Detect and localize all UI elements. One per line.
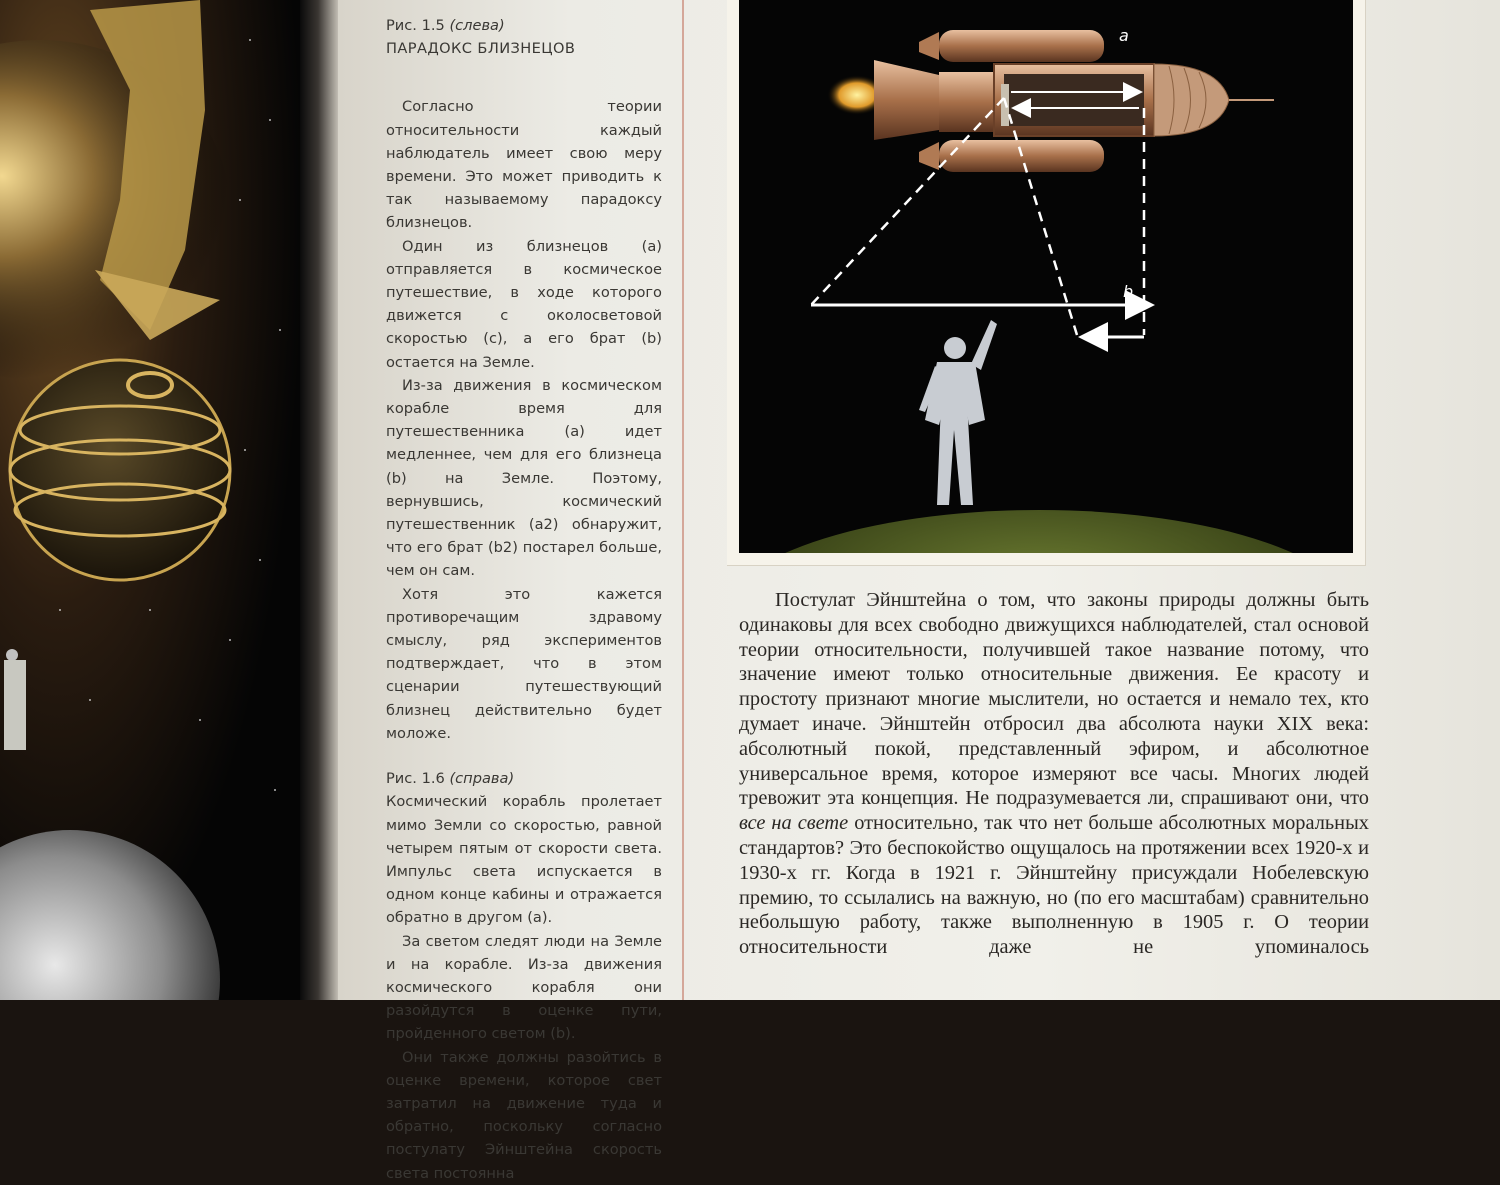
fig15-paragraph: Из-за движения в космическом корабле время для путешественника (a) идет медленнее, чем для его близнеца (b) на Земле. Поэтому, вернувшись, космический путешественник (a2) обнаружит, что его брат (b2) постарел больше, чем он сам. xyxy=(386,376,662,580)
sidebar-captions xyxy=(386,0,662,1185)
fig15-title: ПАРАДОКС БЛИЗНЕЦОВ xyxy=(386,40,576,58)
label-b: b xyxy=(1123,282,1134,301)
fig16-paragraph: За светом следят люди на Земле и на корабле. Из-за движения космического корабля они разойдутся в оценке пути, пройденного светом (b). xyxy=(386,932,662,1043)
main-text-part: Постулат Эйнштейна о том, что законы природы должны быть одинаковы для всех свободно движущихся наблюдателей, стал основой теории относительности, получившей такое название потому, что значение имеют только относительные движения. Ее красоту и простоту признают многие мыслители, но остается и немало тех, кто думает иначе. Эйнштейн отбросил два абсолюта науки XIX века: абсолютный покой, представленный эфиром, и абсолютное универсальное время, которое измеряют все часы. Многих людей тревожит эта концепция. Не подразумевается ли, спрашивают они, что xyxy=(739,589,1369,810)
space-illustration xyxy=(0,0,305,1000)
spaceship-diagram xyxy=(739,0,1353,553)
fig15-caption-label xyxy=(386,14,662,37)
glass-sphere xyxy=(10,360,230,580)
main-body-text xyxy=(739,588,1369,960)
figure-person-left xyxy=(4,660,26,750)
book-gutter xyxy=(300,0,340,1000)
planet xyxy=(0,830,220,1000)
fig15-label: Рис. 1.5 xyxy=(386,17,445,34)
fig16-paragraph: Космический корабль пролетает мимо Земли со скоростью, равной четырем пятым от скорости света. Импульс света испускается в одном конце кабины и отражается обратно в другом (a). xyxy=(386,793,662,927)
main-paragraph xyxy=(739,588,1369,960)
left-page-illustration xyxy=(0,0,305,1000)
fig16-caption-label xyxy=(386,767,662,790)
fig15-paragraph: Согласно теории относительности каждый наблюдатель имеет свою меру времени. Это может приводить к так называемому парадоксу близнецов. xyxy=(386,98,662,232)
earth-observer xyxy=(919,320,997,505)
fig16-paragraph: Они также должны разойтись в оценке времени, которое свет затратил на движение туда и обратно, поскольку согласно постулату Эйнштейна скорость света постоянна xyxy=(386,1048,662,1182)
fig15-side: (слева) xyxy=(449,17,505,34)
fig16-side: (справа) xyxy=(449,770,515,788)
fig16-label: Рис. 1.6 xyxy=(386,770,445,788)
label-a: a xyxy=(1119,26,1129,45)
figure-spaceship xyxy=(739,0,1353,553)
fig15-paragraph: Хотя это кажется противоречащим здравому смыслу, ряд экспериментов подтверждает, что в этом сценарии путешествующий близнец действительно будет моложе. xyxy=(386,585,662,742)
column-divider xyxy=(682,0,684,1000)
fig15-paragraph: Один из близнецов (a) отправляется в космическое путешествие, в ходе которого движется с околосветовой скоростью (c), а его брат (b) остается на Земле. xyxy=(386,237,662,371)
earth-surface xyxy=(739,510,1353,553)
main-text-part: относительно, так что нет больше абсолютных моральных стандартов? Это беспокойство ощущалось на протяжении всех 1920-х и 1930-х гг. Когда в 1921 г. Эйнштейну присуждали Нобелевскую премию, то ссылались на важную, но (по его масштабам) сравнительно небольшую работу, также выполненную в 1905 г. О теории относительности даже не упоминалось xyxy=(739,812,1369,959)
spaceship xyxy=(827,30,1274,172)
main-text-italic: все на свете xyxy=(739,812,849,835)
